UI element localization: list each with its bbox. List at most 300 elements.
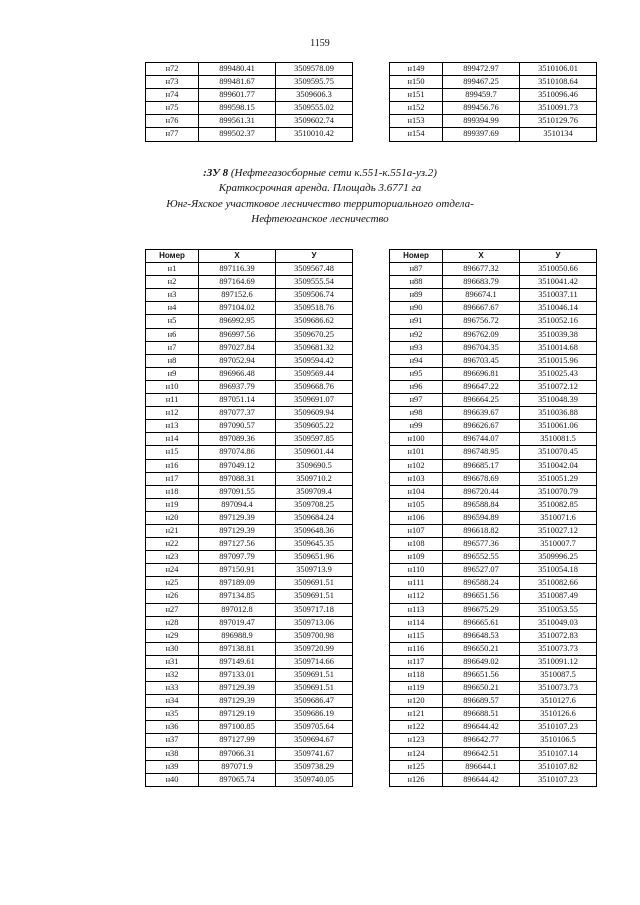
coord-y-cell: 3509601.44 bbox=[276, 446, 353, 459]
coord-x-cell: 897189.09 bbox=[199, 577, 276, 590]
coord-x-cell: 897129.39 bbox=[199, 695, 276, 708]
point-number-cell: н75 bbox=[146, 102, 199, 115]
table-row bbox=[390, 577, 597, 590]
point-number-cell: н21 bbox=[146, 524, 199, 537]
point-number-cell: н90 bbox=[390, 302, 443, 315]
table-row bbox=[390, 498, 597, 511]
coord-y-cell: 3509741.67 bbox=[276, 747, 353, 760]
coord-y-cell: 3510071.6 bbox=[520, 511, 597, 524]
point-number-cell: н93 bbox=[390, 341, 443, 354]
coord-y-cell: 3509686.47 bbox=[276, 695, 353, 708]
point-number-cell: н117 bbox=[390, 655, 443, 668]
table-row bbox=[146, 446, 353, 459]
point-number-cell: н104 bbox=[390, 485, 443, 498]
coord-y-cell: 3509691.51 bbox=[276, 590, 353, 603]
point-number-cell: н18 bbox=[146, 485, 199, 498]
table-row bbox=[390, 315, 597, 328]
table-row bbox=[390, 734, 597, 747]
heading-plot-id: :ЗУ 8 bbox=[203, 167, 229, 179]
point-number-cell: н2 bbox=[146, 276, 199, 289]
coord-x-cell: 896648.53 bbox=[443, 629, 520, 642]
point-number-cell: н125 bbox=[390, 760, 443, 773]
table-row bbox=[390, 564, 597, 577]
coord-y-cell: 3510037.11 bbox=[520, 289, 597, 302]
point-number-cell: н74 bbox=[146, 89, 199, 102]
point-number-cell: н119 bbox=[390, 682, 443, 695]
coord-x-cell: 897129.19 bbox=[199, 708, 276, 721]
point-number-cell: н5 bbox=[146, 315, 199, 328]
coord-x-cell: 897090.57 bbox=[199, 420, 276, 433]
table-row bbox=[390, 682, 597, 695]
point-number-cell: н12 bbox=[146, 407, 199, 420]
coord-x-cell: 896651.56 bbox=[443, 669, 520, 682]
table-row bbox=[390, 433, 597, 446]
point-number-cell: н24 bbox=[146, 564, 199, 577]
table-row bbox=[390, 538, 597, 551]
coord-x-cell: 897094.4 bbox=[199, 498, 276, 511]
coord-x-cell: 897077.37 bbox=[199, 407, 276, 420]
table-row bbox=[390, 276, 597, 289]
point-number-cell: н123 bbox=[390, 734, 443, 747]
table-row bbox=[390, 747, 597, 760]
table-row bbox=[390, 472, 597, 485]
coord-x-cell: 896696.81 bbox=[443, 367, 520, 380]
table-row bbox=[146, 629, 353, 642]
table-row bbox=[390, 446, 597, 459]
table-row bbox=[146, 734, 353, 747]
coord-y-cell: 3509602.74 bbox=[276, 115, 353, 128]
col-header-number: Номер bbox=[146, 250, 199, 263]
point-number-cell: н10 bbox=[146, 380, 199, 393]
coord-y-cell: 3509717.18 bbox=[276, 603, 353, 616]
point-number-cell: н115 bbox=[390, 629, 443, 642]
coord-x-cell: 896644.1 bbox=[443, 760, 520, 773]
table-row bbox=[390, 695, 597, 708]
coord-x-cell: 897149.61 bbox=[199, 655, 276, 668]
coord-x-cell: 897066.31 bbox=[199, 747, 276, 760]
coord-y-cell: 3510042.04 bbox=[520, 459, 597, 472]
coord-y-cell: 3510010.42 bbox=[276, 128, 353, 141]
coord-x-cell: 897019.47 bbox=[199, 616, 276, 629]
point-number-cell: н111 bbox=[390, 577, 443, 590]
point-number-cell: н103 bbox=[390, 472, 443, 485]
table-row bbox=[390, 115, 597, 128]
coord-x-cell: 896664.25 bbox=[443, 394, 520, 407]
table-row bbox=[146, 524, 353, 537]
table-row bbox=[146, 328, 353, 341]
coord-y-cell: 3509648.36 bbox=[276, 524, 353, 537]
coord-x-cell: 896639.67 bbox=[443, 407, 520, 420]
point-number-cell: н94 bbox=[390, 354, 443, 367]
table-row bbox=[146, 485, 353, 498]
coord-x-cell: 899394.99 bbox=[443, 115, 520, 128]
coord-y-cell: 3510061.06 bbox=[520, 420, 597, 433]
point-number-cell: н116 bbox=[390, 642, 443, 655]
point-number-cell: н107 bbox=[390, 524, 443, 537]
coord-y-cell: 3509518.76 bbox=[276, 302, 353, 315]
table-row bbox=[146, 315, 353, 328]
point-number-cell: н92 bbox=[390, 328, 443, 341]
coord-y-cell: 3510046.14 bbox=[520, 302, 597, 315]
heading-line-2: Краткосрочная аренда. Площадь 3.6771 га bbox=[218, 182, 422, 195]
coord-x-cell: 897027.84 bbox=[199, 341, 276, 354]
coord-x-cell: 896744.07 bbox=[443, 433, 520, 446]
table-row bbox=[146, 551, 353, 564]
coord-y-cell: 3510107.23 bbox=[520, 773, 597, 786]
point-number-cell: н34 bbox=[146, 695, 199, 708]
coord-y-cell: 3509578.09 bbox=[276, 63, 353, 76]
coord-x-cell: 896683.79 bbox=[443, 276, 520, 289]
coord-x-cell: 899459.7 bbox=[443, 89, 520, 102]
point-number-cell: н26 bbox=[146, 590, 199, 603]
table-row bbox=[146, 642, 353, 655]
coord-x-cell: 897133.01 bbox=[199, 669, 276, 682]
table-row bbox=[146, 472, 353, 485]
coord-y-cell: 3510025.43 bbox=[520, 367, 597, 380]
coord-x-cell: 896577.36 bbox=[443, 538, 520, 551]
coord-x-cell: 896762.09 bbox=[443, 328, 520, 341]
table-row bbox=[390, 773, 597, 786]
coord-x-cell: 897138.81 bbox=[199, 642, 276, 655]
col-header-x: X bbox=[443, 250, 520, 263]
table-row bbox=[390, 708, 597, 721]
table-row bbox=[146, 511, 353, 524]
coord-x-cell: 897164.69 bbox=[199, 276, 276, 289]
coord-x-cell: 896588.84 bbox=[443, 498, 520, 511]
point-number-cell: н39 bbox=[146, 760, 199, 773]
point-number-cell: н30 bbox=[146, 642, 199, 655]
table-row bbox=[146, 603, 353, 616]
table-row bbox=[390, 102, 597, 115]
point-number-cell: н76 bbox=[146, 115, 199, 128]
table-row bbox=[390, 128, 597, 141]
coord-x-cell: 897129.39 bbox=[199, 511, 276, 524]
coord-y-cell: 3509710.2 bbox=[276, 472, 353, 485]
coord-x-cell: 897052.94 bbox=[199, 354, 276, 367]
coord-y-cell: 3510050.66 bbox=[520, 263, 597, 276]
coord-y-cell: 3510107.23 bbox=[520, 721, 597, 734]
coord-y-cell: 3509691.51 bbox=[276, 682, 353, 695]
point-number-cell: н98 bbox=[390, 407, 443, 420]
coord-y-cell: 3510107.14 bbox=[520, 747, 597, 760]
coord-x-cell: 897152.6 bbox=[199, 289, 276, 302]
table-row bbox=[146, 367, 353, 380]
coord-y-cell: 3510052.16 bbox=[520, 315, 597, 328]
table-row bbox=[146, 747, 353, 760]
coord-y-cell: 3509705.64 bbox=[276, 721, 353, 734]
coord-x-cell: 896992.95 bbox=[199, 315, 276, 328]
coord-y-cell: 3509645.35 bbox=[276, 538, 353, 551]
point-number-cell: н38 bbox=[146, 747, 199, 760]
table-row bbox=[390, 459, 597, 472]
coord-y-cell: 3510036.88 bbox=[520, 407, 597, 420]
table-row bbox=[146, 564, 353, 577]
point-number-cell: н37 bbox=[146, 734, 199, 747]
coord-y-cell: 3509740.05 bbox=[276, 773, 353, 786]
point-number-cell: н152 bbox=[390, 102, 443, 115]
point-number-cell: н6 bbox=[146, 328, 199, 341]
coord-y-cell: 3509684.24 bbox=[276, 511, 353, 524]
col-header-y: У bbox=[520, 250, 597, 263]
coord-y-cell: 3509713.06 bbox=[276, 616, 353, 629]
table-row bbox=[390, 721, 597, 734]
right-coordinates-table bbox=[389, 249, 597, 787]
coord-x-cell: 897089.36 bbox=[199, 433, 276, 446]
coord-x-cell: 896650.21 bbox=[443, 682, 520, 695]
coord-x-cell: 896688.51 bbox=[443, 708, 520, 721]
coord-x-cell: 896677.32 bbox=[443, 263, 520, 276]
point-number-cell: н151 bbox=[390, 89, 443, 102]
coord-x-cell: 896667.67 bbox=[443, 302, 520, 315]
table-row bbox=[146, 341, 353, 354]
point-number-cell: н7 bbox=[146, 341, 199, 354]
coord-x-cell: 896720.44 bbox=[443, 485, 520, 498]
coord-y-cell: 3509709.4 bbox=[276, 485, 353, 498]
coord-y-cell: 3510082.66 bbox=[520, 577, 597, 590]
table-row bbox=[390, 394, 597, 407]
coord-x-cell: 897134.85 bbox=[199, 590, 276, 603]
point-number-cell: н105 bbox=[390, 498, 443, 511]
table-row bbox=[390, 642, 597, 655]
coord-x-cell: 896618.82 bbox=[443, 524, 520, 537]
table-row bbox=[146, 102, 353, 115]
coord-x-cell: 896644.42 bbox=[443, 773, 520, 786]
point-number-cell: н154 bbox=[390, 128, 443, 141]
coord-x-cell: 896704.35 bbox=[443, 341, 520, 354]
coord-x-cell: 897127.56 bbox=[199, 538, 276, 551]
coord-y-cell: 3509569.44 bbox=[276, 367, 353, 380]
point-number-cell: н8 bbox=[146, 354, 199, 367]
table-row bbox=[146, 354, 353, 367]
coord-y-cell: 3509567.48 bbox=[276, 263, 353, 276]
coord-y-cell: 3509555.54 bbox=[276, 276, 353, 289]
table-row bbox=[146, 380, 353, 393]
coord-x-cell: 896626.67 bbox=[443, 420, 520, 433]
coord-x-cell: 896966.48 bbox=[199, 367, 276, 380]
table-row bbox=[146, 433, 353, 446]
coord-y-cell: 3509720.99 bbox=[276, 642, 353, 655]
point-number-cell: н126 bbox=[390, 773, 443, 786]
point-number-cell: н77 bbox=[146, 128, 199, 141]
coord-x-cell: 899397.69 bbox=[443, 128, 520, 141]
table-row bbox=[390, 380, 597, 393]
point-number-cell: н96 bbox=[390, 380, 443, 393]
table-row bbox=[390, 616, 597, 629]
point-number-cell: н153 bbox=[390, 115, 443, 128]
coord-y-cell: 3509668.76 bbox=[276, 380, 353, 393]
coord-x-cell: 899480.41 bbox=[199, 63, 276, 76]
point-number-cell: н110 bbox=[390, 564, 443, 577]
coord-x-cell: 896665.61 bbox=[443, 616, 520, 629]
point-number-cell: н27 bbox=[146, 603, 199, 616]
coord-x-cell: 897049.12 bbox=[199, 459, 276, 472]
table-row bbox=[390, 511, 597, 524]
coord-x-cell: 897012.8 bbox=[199, 603, 276, 616]
coord-y-cell: 3510073.73 bbox=[520, 642, 597, 655]
coord-y-cell: 3509713.9 bbox=[276, 564, 353, 577]
coord-y-cell: 3509609.94 bbox=[276, 407, 353, 420]
point-number-cell: н87 bbox=[390, 263, 443, 276]
table-row bbox=[146, 276, 353, 289]
header-row bbox=[390, 250, 597, 263]
coord-y-cell: 3509606.3 bbox=[276, 89, 353, 102]
table-row bbox=[146, 89, 353, 102]
table-row bbox=[146, 655, 353, 668]
coord-y-cell: 3510041.42 bbox=[520, 276, 597, 289]
point-number-cell: н113 bbox=[390, 603, 443, 616]
top-left-coordinates-table bbox=[145, 62, 353, 142]
table-row bbox=[146, 76, 353, 89]
point-number-cell: н1 bbox=[146, 263, 199, 276]
coord-y-cell: 3509694.67 bbox=[276, 734, 353, 747]
point-number-cell: н108 bbox=[390, 538, 443, 551]
point-number-cell: н3 bbox=[146, 289, 199, 302]
coord-x-cell: 897116.39 bbox=[199, 263, 276, 276]
table-row bbox=[146, 708, 353, 721]
point-number-cell: н149 bbox=[390, 63, 443, 76]
table-row bbox=[390, 603, 597, 616]
point-number-cell: н33 bbox=[146, 682, 199, 695]
header-row bbox=[146, 250, 353, 263]
coord-y-cell: 3510073.73 bbox=[520, 682, 597, 695]
coord-y-cell: 3510106.5 bbox=[520, 734, 597, 747]
coord-x-cell: 896685.17 bbox=[443, 459, 520, 472]
table-row bbox=[146, 394, 353, 407]
point-number-cell: н122 bbox=[390, 721, 443, 734]
table-row bbox=[146, 128, 353, 141]
coord-x-cell: 896650.21 bbox=[443, 642, 520, 655]
coord-x-cell: 896674.1 bbox=[443, 289, 520, 302]
coord-y-cell: 3510039.38 bbox=[520, 328, 597, 341]
point-number-cell: н40 bbox=[146, 773, 199, 786]
point-number-cell: н13 bbox=[146, 420, 199, 433]
point-number-cell: н99 bbox=[390, 420, 443, 433]
table-row bbox=[146, 498, 353, 511]
coord-y-cell: 3510087.49 bbox=[520, 590, 597, 603]
coord-y-cell: 3510051.29 bbox=[520, 472, 597, 485]
coord-y-cell: 3510007.7 bbox=[520, 538, 597, 551]
point-number-cell: н101 bbox=[390, 446, 443, 459]
coord-y-cell: 3509651.96 bbox=[276, 551, 353, 564]
point-number-cell: н16 bbox=[146, 459, 199, 472]
table-row bbox=[390, 524, 597, 537]
coord-y-cell: 3510054.18 bbox=[520, 564, 597, 577]
coord-x-cell: 897150.91 bbox=[199, 564, 276, 577]
coord-y-cell: 3510082.85 bbox=[520, 498, 597, 511]
section-heading bbox=[0, 166, 640, 228]
coord-y-cell: 3509996.25 bbox=[520, 551, 597, 564]
table-row bbox=[146, 590, 353, 603]
coord-y-cell: 3510129.76 bbox=[520, 115, 597, 128]
col-header-x: X bbox=[199, 250, 276, 263]
coord-y-cell: 3510027.12 bbox=[520, 524, 597, 537]
coord-y-cell: 3509714.66 bbox=[276, 655, 353, 668]
point-number-cell: н102 bbox=[390, 459, 443, 472]
table-row bbox=[390, 367, 597, 380]
page-number: 1159 bbox=[310, 38, 330, 49]
table-row bbox=[390, 485, 597, 498]
coord-x-cell: 896649.02 bbox=[443, 655, 520, 668]
table-row bbox=[146, 289, 353, 302]
coord-y-cell: 3509691.51 bbox=[276, 669, 353, 682]
coord-y-cell: 3509686.62 bbox=[276, 315, 353, 328]
table-row bbox=[146, 616, 353, 629]
coord-x-cell: 897100.85 bbox=[199, 721, 276, 734]
coord-y-cell: 3509595.75 bbox=[276, 76, 353, 89]
table-row bbox=[146, 669, 353, 682]
left-coordinates-table bbox=[145, 249, 353, 787]
table-row bbox=[146, 682, 353, 695]
table-row bbox=[146, 721, 353, 734]
table-row bbox=[146, 420, 353, 433]
table-row bbox=[146, 63, 353, 76]
point-number-cell: н106 bbox=[390, 511, 443, 524]
point-number-cell: н32 bbox=[146, 669, 199, 682]
coord-x-cell: 899481.67 bbox=[199, 76, 276, 89]
table-row bbox=[390, 590, 597, 603]
point-number-cell: н121 bbox=[390, 708, 443, 721]
point-number-cell: н4 bbox=[146, 302, 199, 315]
point-number-cell: н36 bbox=[146, 721, 199, 734]
table-row bbox=[390, 629, 597, 642]
coord-y-cell: 3509691.51 bbox=[276, 577, 353, 590]
heading-plot-desc: (Нефтегазосборные сети к.551-к.551а-уз.2) bbox=[228, 167, 437, 179]
heading-line-4: Нефтеюганское лесничество bbox=[251, 213, 389, 226]
coord-y-cell: 3510091.12 bbox=[520, 655, 597, 668]
coord-x-cell: 899601.77 bbox=[199, 89, 276, 102]
coord-x-cell: 896527.07 bbox=[443, 564, 520, 577]
coord-x-cell: 899456.76 bbox=[443, 102, 520, 115]
table-row bbox=[390, 420, 597, 433]
coord-x-cell: 897051.14 bbox=[199, 394, 276, 407]
point-number-cell: н29 bbox=[146, 629, 199, 642]
table-row bbox=[146, 760, 353, 773]
point-number-cell: н95 bbox=[390, 367, 443, 380]
coord-x-cell: 897129.39 bbox=[199, 524, 276, 537]
coord-y-cell: 3509506.74 bbox=[276, 289, 353, 302]
point-number-cell: н15 bbox=[146, 446, 199, 459]
col-header-y: У bbox=[276, 250, 353, 263]
point-number-cell: н17 bbox=[146, 472, 199, 485]
coord-x-cell: 896642.77 bbox=[443, 734, 520, 747]
coord-y-cell: 3510048.39 bbox=[520, 394, 597, 407]
coord-y-cell: 3510049.03 bbox=[520, 616, 597, 629]
table-row bbox=[390, 407, 597, 420]
coord-y-cell: 3510081.5 bbox=[520, 433, 597, 446]
coord-y-cell: 3510096.46 bbox=[520, 89, 597, 102]
table-row bbox=[146, 302, 353, 315]
point-number-cell: н73 bbox=[146, 76, 199, 89]
coord-y-cell: 3510108.64 bbox=[520, 76, 597, 89]
table-row bbox=[390, 328, 597, 341]
coord-x-cell: 897129.39 bbox=[199, 682, 276, 695]
table-row bbox=[146, 459, 353, 472]
coord-x-cell: 899502.37 bbox=[199, 128, 276, 141]
coord-x-cell: 896703.45 bbox=[443, 354, 520, 367]
coord-x-cell: 896937.79 bbox=[199, 380, 276, 393]
point-number-cell: н112 bbox=[390, 590, 443, 603]
coord-x-cell: 897071.9 bbox=[199, 760, 276, 773]
point-number-cell: н25 bbox=[146, 577, 199, 590]
point-number-cell: н28 bbox=[146, 616, 199, 629]
table-row bbox=[146, 773, 353, 786]
table-row bbox=[146, 538, 353, 551]
coord-y-cell: 3509597.85 bbox=[276, 433, 353, 446]
coord-x-cell: 896675.29 bbox=[443, 603, 520, 616]
table-row bbox=[390, 89, 597, 102]
coord-y-cell: 3509594.42 bbox=[276, 354, 353, 367]
coord-y-cell: 3510087.5 bbox=[520, 669, 597, 682]
